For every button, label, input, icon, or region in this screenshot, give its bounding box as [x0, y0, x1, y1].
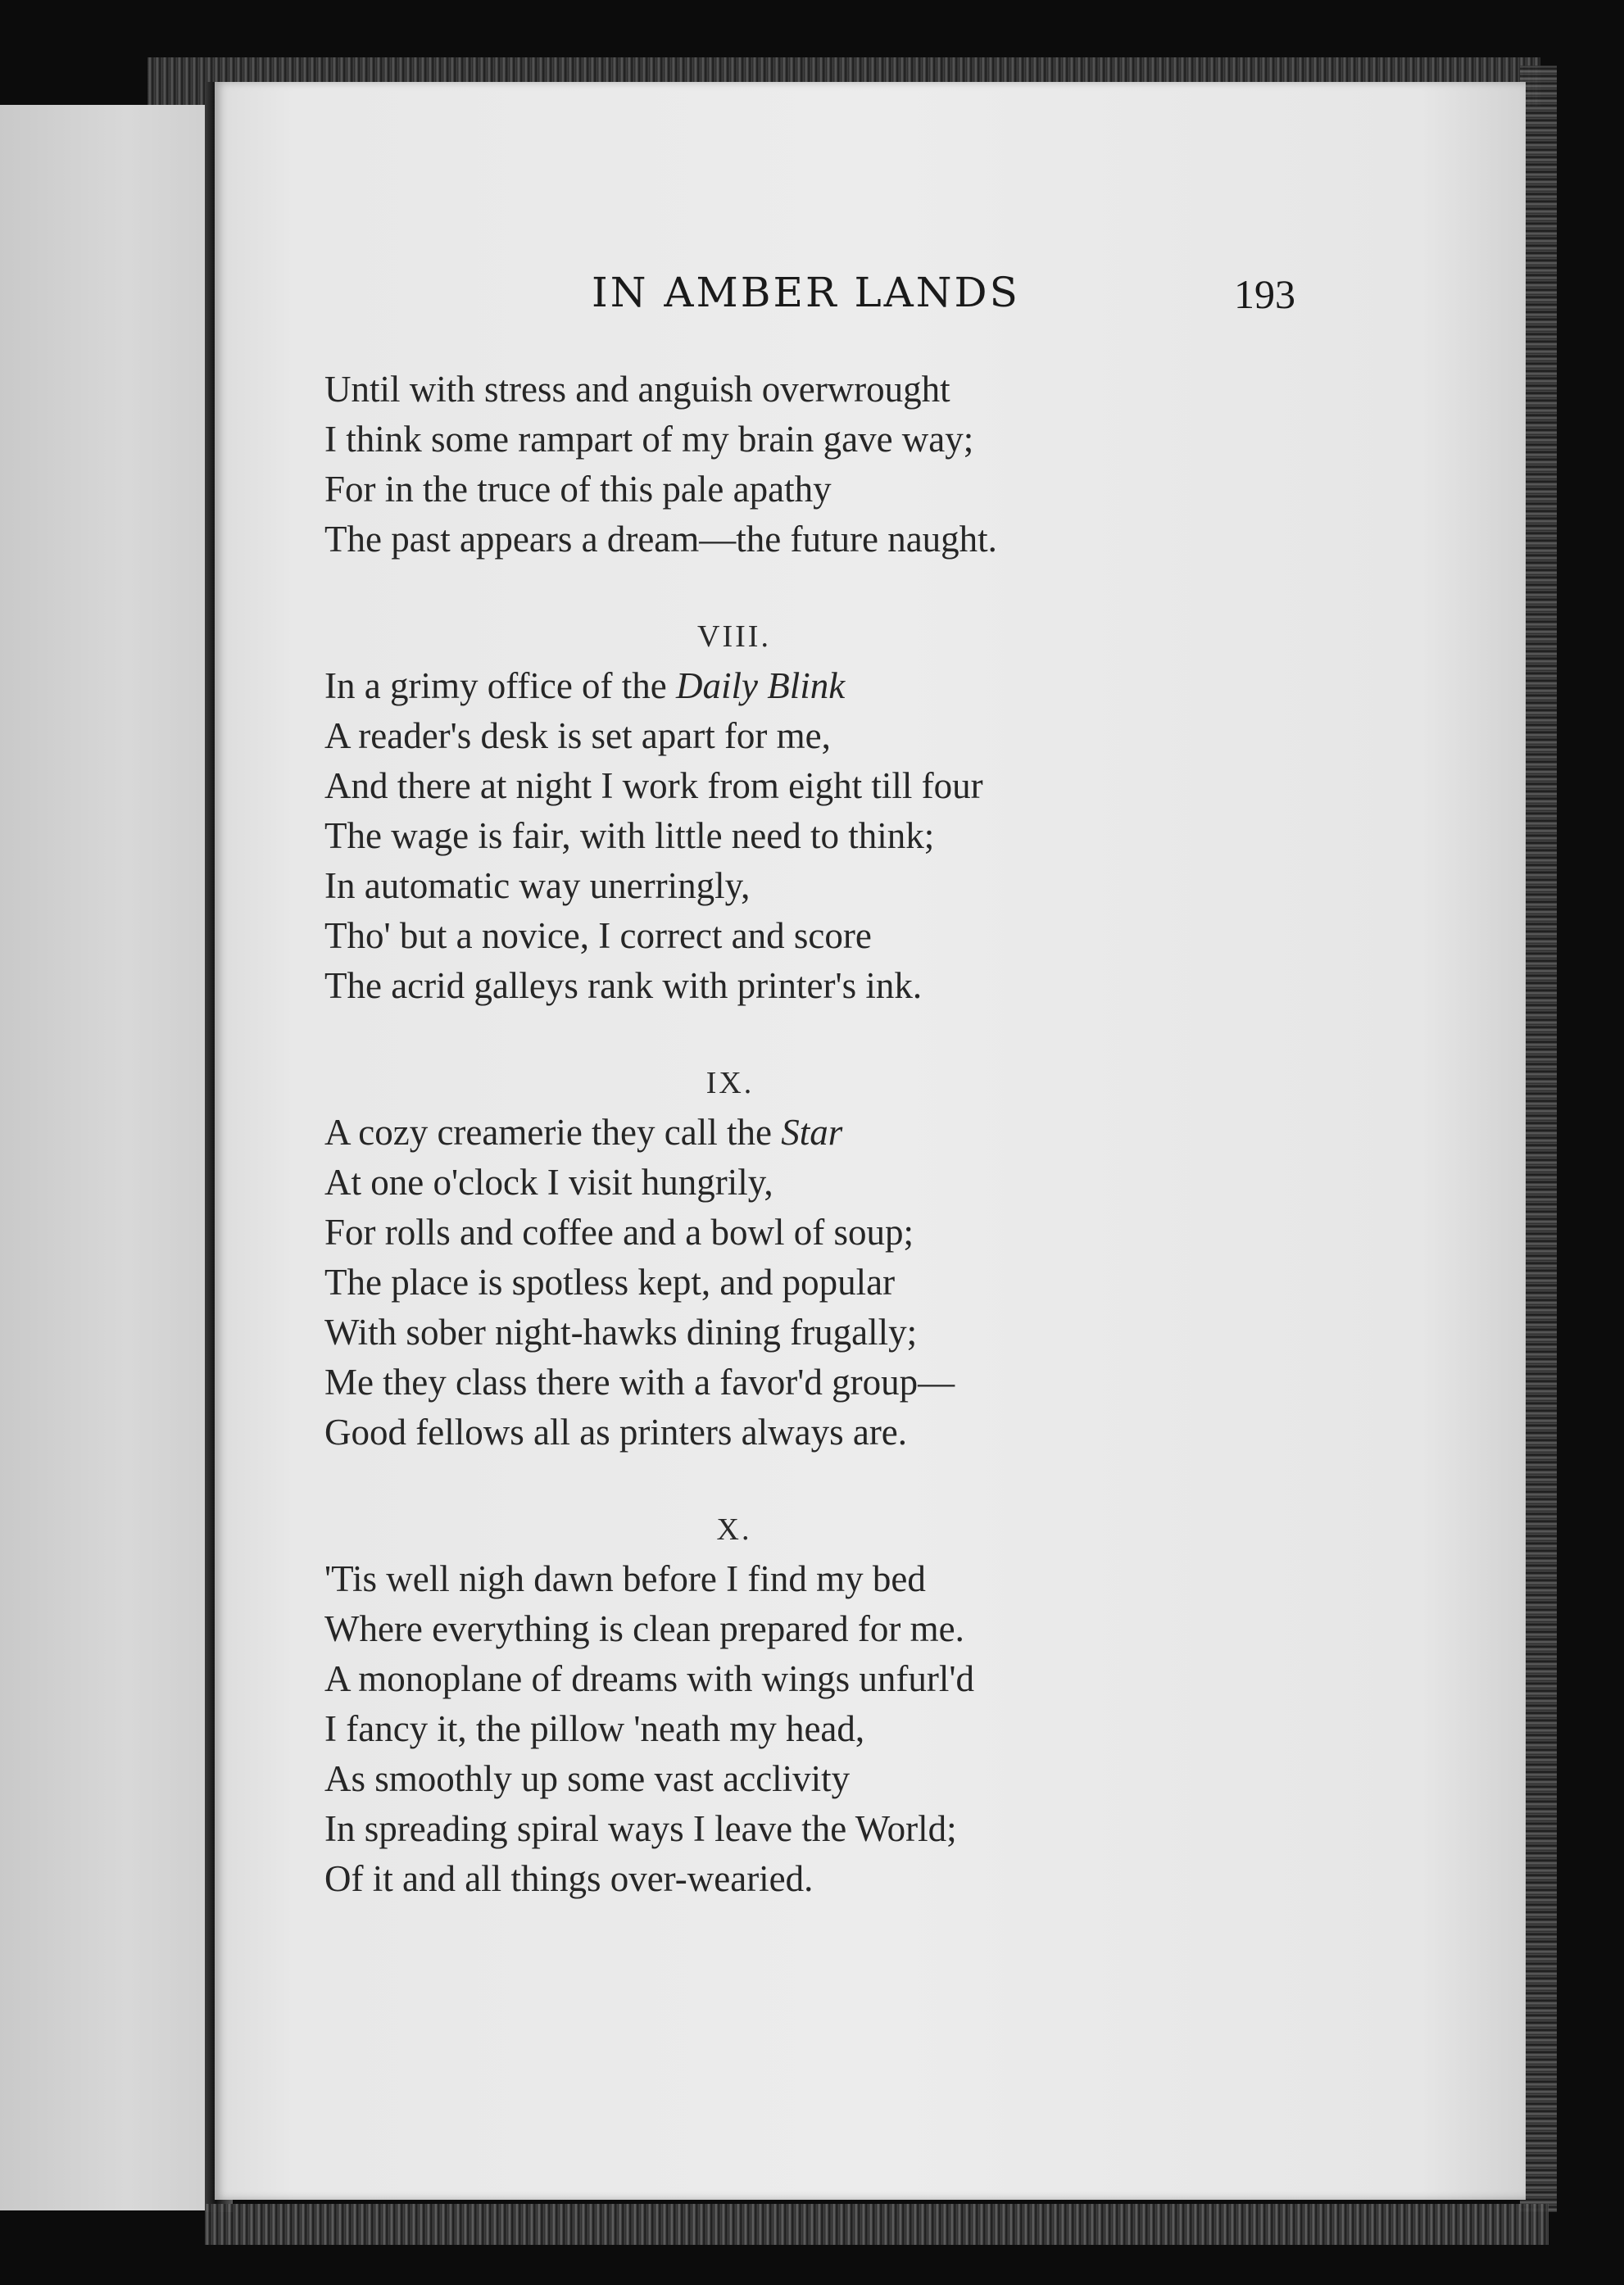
- stanza-viii: [324, 612, 1488, 1011]
- previous-page-edge: [0, 105, 211, 2210]
- poem-line: At one o'clock I visit hungrily,: [324, 1162, 773, 1203]
- poem-line: In a grimy office of the Daily Blink: [324, 665, 846, 706]
- poem-text: [324, 365, 1488, 1904]
- book-page: [215, 82, 1526, 2200]
- poem-line: A cozy creamerie they call the Star: [324, 1112, 843, 1153]
- section-numeral: IX.: [705, 1066, 755, 1100]
- book-bottom-edge: [205, 2204, 1549, 2245]
- newspaper-title: Daily Blink: [676, 665, 846, 706]
- poem-line: The acrid galleys rank with printer's ink.: [324, 965, 923, 1006]
- poem-line: 'Tis well nigh dawn before I find my bed: [324, 1558, 926, 1599]
- stanza-ix: [324, 1059, 1488, 1458]
- poem-line: With sober night-hawks dining frugally;: [324, 1312, 918, 1353]
- poem-line: In automatic way unerringly,: [324, 865, 751, 906]
- poem-line: Until with stress and anguish overwrought: [324, 369, 950, 410]
- poem-line: I think some rampart of my brain gave way;: [324, 419, 974, 460]
- stanza-vii-continuation: [324, 365, 1488, 564]
- poem-line: For rolls and coffee and a bowl of soup;: [324, 1212, 914, 1253]
- poem-line: In spreading spiral ways I leave the World;: [324, 1808, 957, 1849]
- page-number: 193: [1234, 271, 1295, 317]
- poem-line: And there at night I work from eight till four: [324, 765, 983, 806]
- poem-line: A reader's desk is set apart for me,: [324, 715, 831, 756]
- poem-line: Me they class there with a favor'd group—: [324, 1362, 955, 1403]
- poem-line: The wage is fair, with little need to think;: [324, 815, 935, 856]
- poem-line: The past appears a dream—the future naught.: [324, 519, 997, 560]
- poem-line: A monoplane of dreams with wings unfurl'd: [324, 1658, 974, 1699]
- poem-line: For in the truce of this pale apathy: [324, 469, 832, 510]
- section-numeral: X.: [716, 1512, 752, 1547]
- poem-line: The place is spotless kept, and popular: [324, 1262, 896, 1303]
- poem-line: Where everything is clean prepared for me.: [324, 1608, 964, 1649]
- running-head: IN AMBER LANDS: [592, 269, 1020, 316]
- creamerie-name: Star: [781, 1112, 843, 1153]
- poem-line: As smoothly up some vast acclivity: [324, 1758, 851, 1799]
- poem-line: Of it and all things over-wearied.: [324, 1858, 814, 1899]
- poem-line: Good fellows all as printers always are.: [324, 1412, 908, 1453]
- poem-line: I fancy it, the pillow 'neath my head,: [324, 1708, 865, 1749]
- stanza-x: [324, 1505, 1488, 1904]
- poem-line: Tho' but a novice, I correct and score: [324, 915, 872, 956]
- section-numeral: VIII.: [697, 619, 771, 654]
